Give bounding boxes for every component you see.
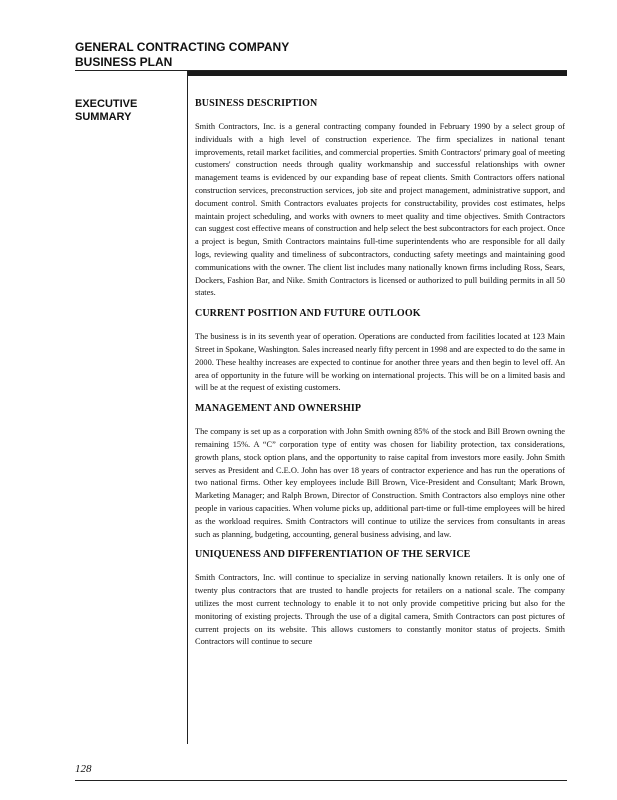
page-number: 128	[75, 763, 92, 775]
section-heading: BUSINESS DESCRIPTION	[195, 98, 318, 109]
section-body: The company is set up as a corporation with John Smith owning 85% of the stock and Bill Brown owning the remaining 15%. A “C” corporation type of entity was chosen for liability protection, tax considerations, growth plans, stock option plans, and the opportunity to raise capital from investors more easily. John Smith serves as President and C.E.O. John has over 18 years of contractor experience and has run the operations of two national firms. Other key employees include Bill Brown, Vice-President and Consultant; Mark Brown, Marketing Manager; and Ralph Brown, Director of Construction. Smith Contractors also employs nine other people in various capacities. When volume picks up, additional part-time or full-time employees will be hired as the workload requires. Smith Contractors will continue to utilize the services from consultants in areas such as planning, budgeting, accounting, general business advising, and law.	[195, 427, 565, 539]
footer-rule	[75, 780, 567, 781]
header-title: GENERAL CONTRACTING COMPANY	[75, 40, 290, 54]
header-subtitle: BUSINESS PLAN	[75, 55, 173, 69]
header-rule-thick	[188, 71, 567, 76]
section-current-position	[195, 308, 565, 395]
section-management-ownership	[195, 403, 565, 541]
side-label-line1: EXECUTIVE	[75, 98, 138, 110]
column-divider	[187, 71, 188, 744]
section-heading: UNIQUENESS AND DIFFERENTIATION OF THE SERVICE	[195, 549, 471, 561]
section-body: Smith Contractors, Inc. is a general contracting company founded in February 1990 by a select group of individuals with a high level of construction experience. The firm specializes in national tenant improvements, retail market facilities, and commercial properties. Smith Contractors' primary goal of meeting customers' construction needs through quality workmanship and successful relationships with owner management teams is evidenced by our expanding base of repeat clients. Smith Contractors offers national construction services, preconstruction services, job site and project management, administrative support, and document control. Smith Contractors evaluates projects for constructability, provides cost estimates, helps maintain project scheduling, and works with owners to meet quality and time objectives. Smith Contractors can suggest cost effective means of construction and help select the best subcontractors for each project. Once a project is begun, Smith Contractors maintains full-time superintendents who are responsible for all daily logs, reviewing quality and timeliness of subcontractors, conducting safety meetings and maintaining good communications with the owner. The client list includes many nationally known firms including Ross, Sears, Dockers, Fashion Bar, and Nike. Smith Contractors is licensed or authorized to pull building permits in all 50 states.	[195, 122, 565, 298]
section-body: Smith Contractors, Inc. will continue to specialize in serving nationally known retailers. It is only one of twenty plus contractors that are trusted to handle projects for retailers on a national scale. The company utilizes the most current technology to enable it to not only provide competitive pricing but also for the monitoring of existing projects. Through the use of a digital camera, Smith Contractors can post pictures of current projects on its website. This allows customers to constantly monitor status of projects. Smith Contractors will continue to secure	[195, 573, 565, 647]
section-side-label	[75, 98, 175, 124]
section-heading: CURRENT POSITION AND FUTURE OUTLOOK	[195, 308, 421, 320]
section-body: The business is in its seventh year of operation. Operations are conducted from facilities located at 123 Main Street in Spokane, Washington. Sales increased nearly fifty percent in 1998 and are expected to do the same in 2000. These healthy increases are expected to continue for another three years and then begin to level off. An area of opportunity in the future will be working on international projects. This will be on a limited basis and will be at the request of existing customers.	[195, 332, 565, 393]
main-content	[195, 98, 565, 748]
side-label-line2: SUMMARY	[75, 111, 132, 123]
document-header	[75, 40, 565, 70]
section-heading: MANAGEMENT AND OWNERSHIP	[195, 403, 362, 415]
section-uniqueness	[195, 549, 565, 649]
section-business-description	[195, 98, 565, 300]
